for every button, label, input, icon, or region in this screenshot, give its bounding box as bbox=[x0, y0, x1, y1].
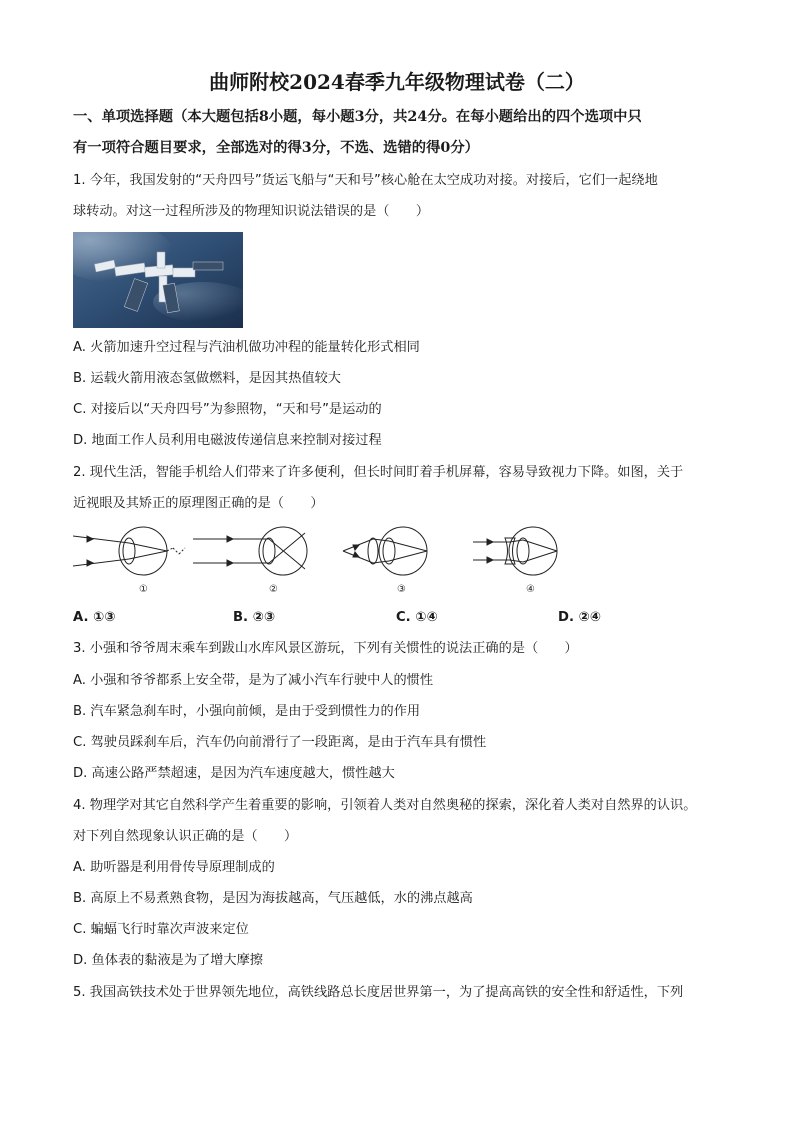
question-2-line-1: 2. 现代生活，智能手机给人们带来了许多便利，但长时间盯着手机屏幕，容易导致视力下降。如图，关于 bbox=[73, 465, 684, 480]
question-4-option-a: A. 助听器是利用骨传导原理制成的 bbox=[73, 860, 275, 875]
question-4-line-1: 4. 物理学对其它自然科学产生着重要的影响，引领着人类对自然奥秘的探索，深化着人类对自然界的认识。 bbox=[73, 798, 697, 813]
space-station-image bbox=[73, 232, 243, 328]
figure-label-3: ③ bbox=[397, 584, 406, 595]
question-3-option-a: A. 小强和爷爷都系上安全带，是为了减小汽车行驶中人的惯性 bbox=[73, 673, 434, 688]
question-4-option-b: B. 高原上不易煮熟食物，是因为海拔越高，气压越低，水的沸点越高 bbox=[73, 891, 473, 906]
eye-diagram-2 bbox=[193, 527, 307, 575]
question-4-line-2: 对下列自然现象认识正确的是（ ） bbox=[73, 829, 298, 844]
question-4-option-d: D. 鱼体表的黏液是为了增大摩擦 bbox=[73, 953, 263, 968]
question-2-option-d: D. ②④ bbox=[558, 610, 601, 625]
eye-diagram-3 bbox=[343, 527, 427, 575]
eye-diagram-1 bbox=[73, 527, 185, 575]
page-title: 曲师附校2024春季九年级物理试卷（二） bbox=[209, 70, 585, 94]
question-1-option-c: C. 对接后以“天舟四号”为参照物，“天和号”是运动的 bbox=[73, 402, 382, 417]
question-3-line-1: 3. 小强和爷爷周末乘车到跋山水库风景区游玩，下列有关惯性的说法正确的是（ ） bbox=[73, 641, 578, 656]
question-3-option-b: B. 汽车紧急刹车时，小强向前倾，是由于受到惯性力的作用 bbox=[73, 704, 421, 719]
question-2-option-c: C. ①④ bbox=[396, 610, 438, 625]
question-4-option-c: C. 蝙蝠飞行时靠次声波来定位 bbox=[73, 922, 249, 937]
eye-diagram-4 bbox=[473, 527, 557, 575]
question-3-option-d: D. 高速公路严禁超速，是因为汽车速度越大，惯性越大 bbox=[73, 766, 395, 781]
question-2-line-2: 近视眼及其矫正的原理图正确的是（ ） bbox=[73, 496, 324, 511]
question-1-option-a: A. 火箭加速升空过程与汽油机做功冲程的能量转化形式相同 bbox=[73, 340, 420, 355]
question-2-option-b: B. ②③ bbox=[233, 610, 275, 625]
section-heading-line-2: 有一项符合题目要求，全部选对的得3分，不选、选错的得0分） bbox=[73, 140, 479, 156]
figure-label-4: ④ bbox=[526, 584, 535, 595]
figure-label-2: ② bbox=[269, 584, 278, 595]
question-1-line-2: 球转动。对这一过程所涉及的物理知识说法错误的是（ ） bbox=[73, 204, 430, 219]
question-5-line-1: 5. 我国高铁技术处于世界领先地位，高铁线路总长度居世界第一，为了提高高铁的安全性和舒适性，下列 bbox=[73, 985, 684, 1000]
question-1-option-d: D. 地面工作人员利用电磁波传递信息来控制对接过程 bbox=[73, 433, 382, 448]
figure-label-1: ① bbox=[139, 584, 148, 595]
section-heading-line-1: 一、单项选择题（本大题包括8小题，每小题3分，共24分。在每小题给出的四个选项中只 bbox=[73, 109, 642, 125]
question-3-option-c: C. 驾驶员踩刹车后，汽车仍向前滑行了一段距离，是由于汽车具有惯性 bbox=[73, 735, 487, 750]
eye-diagrams bbox=[73, 522, 573, 600]
question-1-line-1: 1. 今年，我国发射的“天舟四号”货运飞船与“天和号”核心舱在太空成功对接。对接后，它们一起绕地 bbox=[73, 173, 658, 188]
question-2-option-a: A. ①③ bbox=[73, 610, 116, 625]
question-1-option-b: B. 运载火箭用液态氢做燃料，是因其热值较大 bbox=[73, 371, 341, 386]
